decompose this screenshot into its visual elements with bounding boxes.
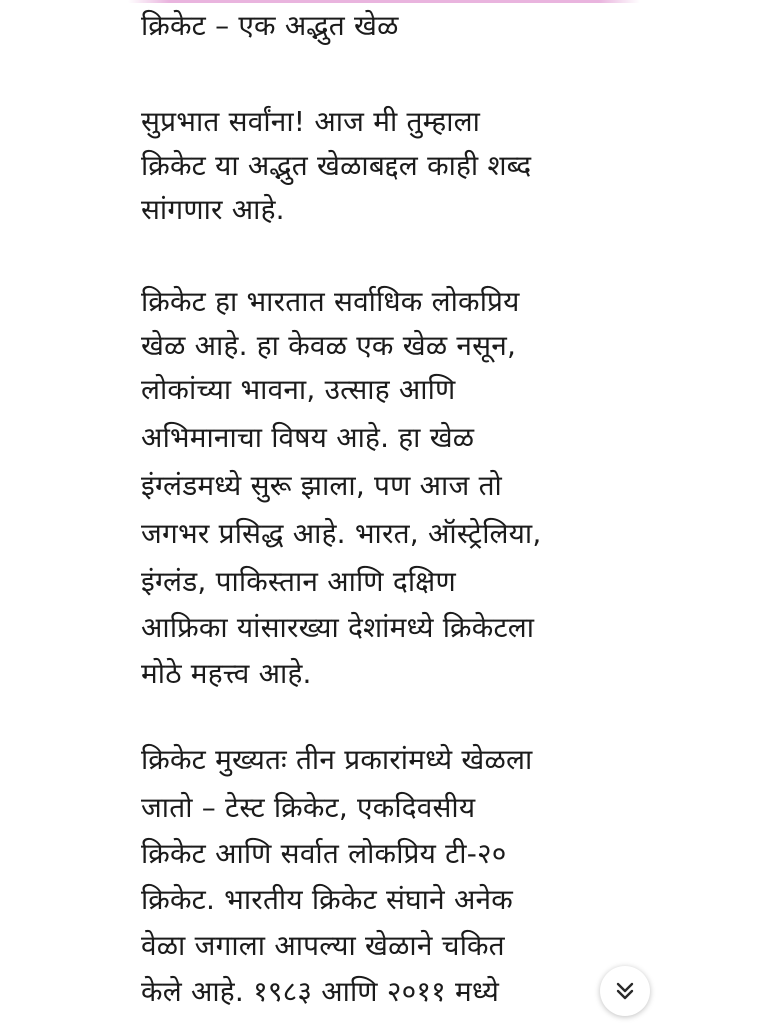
paragraph-2-line: जगभर प्रसिद्ध आहे. भारत, ऑस्ट्रेलिया, <box>141 517 542 550</box>
paragraph-1-line: सांगणार आहे. <box>141 193 285 226</box>
paragraph-2-line: इंग्लंड, पाकिस्तान आणि दक्षिण <box>141 565 456 598</box>
paragraph-2-line: इंग्लंडमध्ये सुरू झाला, पण आज तो <box>141 469 502 502</box>
document-title: क्रिकेट – एक अद्भुत खेळ <box>141 9 399 42</box>
scroll-to-bottom-button[interactable] <box>600 966 650 1016</box>
paragraph-2-line: क्रिकेट हा भारतात सर्वाधिक लोकप्रिय <box>141 285 520 318</box>
paragraph-2-line: मोठे महत्त्व आहे. <box>141 657 312 690</box>
paragraph-2-line: अभिमानाचा विषय आहे. हा खेळ <box>141 421 475 454</box>
paragraph-2-line: खेळ आहे. हा केवळ एक खेळ नसून, <box>141 329 517 362</box>
paragraph-3-line: क्रिकेट मुख्यतः तीन प्रकारांमध्ये खेळला <box>141 743 533 776</box>
paragraph-2-line: आफ्रिका यांसारख्या देशांमध्ये क्रिकेटला <box>141 611 535 644</box>
document-body <box>141 0 641 1024</box>
paragraph-1-line: सुप्रभात सर्वांना! आज मी तुम्हाला <box>141 105 481 138</box>
paragraph-3-line: वेळा जगाला आपल्या खेळाने चकित <box>141 929 505 962</box>
paragraph-2-line: लोकांच्या भावना, उत्साह आणि <box>141 373 456 406</box>
paragraph-1-line: क्रिकेट या अद्भुत खेळाबद्दल काही शब्द <box>141 149 532 182</box>
paragraph-3-line: केले आहे. १९८३ आणि २०११ मध्ये <box>141 975 500 1008</box>
paragraph-3-line: क्रिकेट. भारतीय क्रिकेट संघाने अनेक <box>141 883 513 916</box>
paragraph-3-line: जातो – टेस्ट क्रिकेट, एकदिवसीय <box>141 791 476 824</box>
double-chevron-down-icon <box>614 980 636 1002</box>
paragraph-3-line: क्रिकेट आणि सर्वात लोकप्रिय टी-२० <box>141 837 507 870</box>
